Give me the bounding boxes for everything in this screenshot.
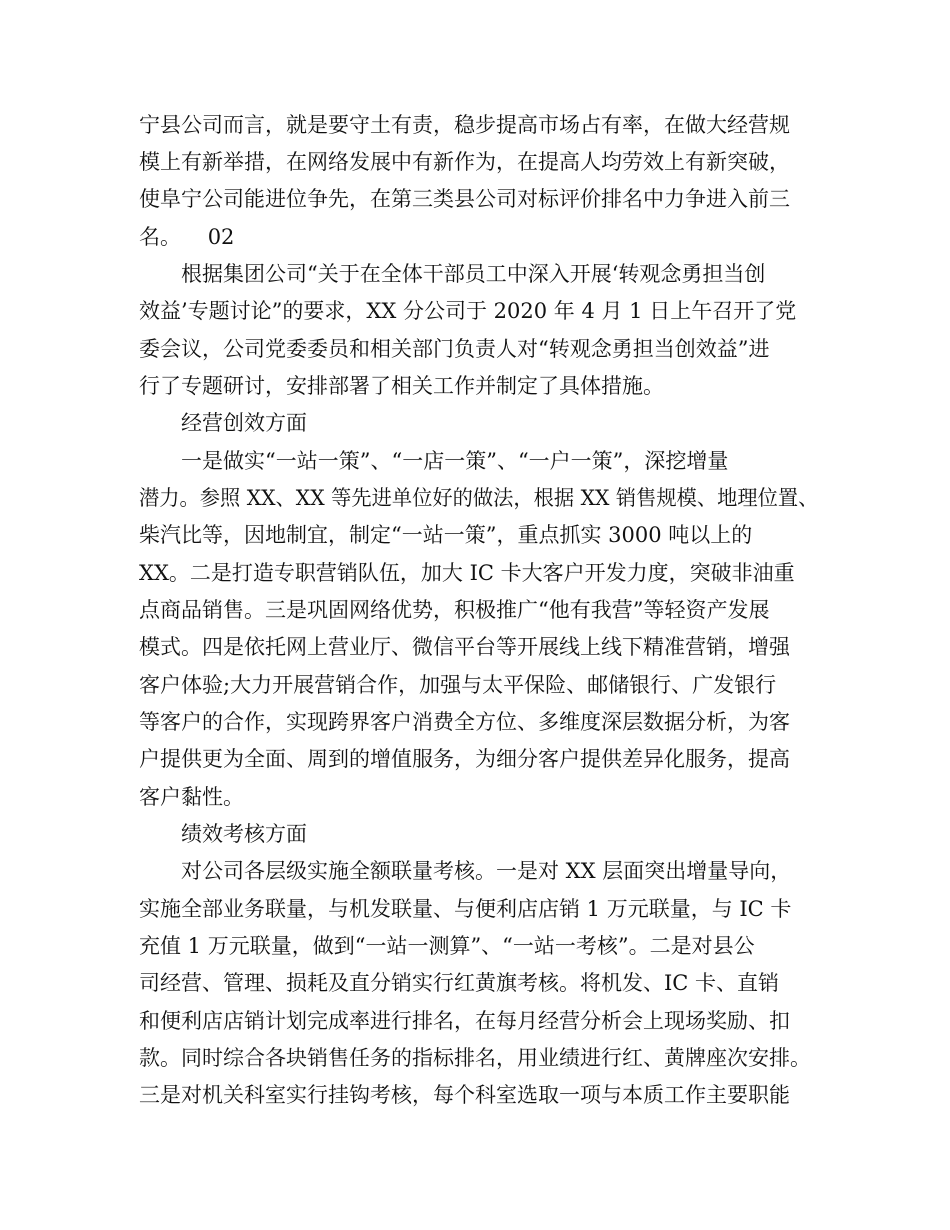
text-line-11: 潜力。参照 XX、XX 等先进单位好的做法，根据 XX 销售规模、地理位置、 bbox=[139, 486, 819, 510]
text-line-3: 使阜宁公司能进位争先，在第三类县公司对标评价排名中力争进入前三 bbox=[139, 187, 790, 211]
text-line-12: 柴汽比等，因地制宜，制定“一站一策”，重点抓实 3000 吨以上的 bbox=[139, 523, 753, 547]
text-line-19: 客户黏性。 bbox=[139, 785, 244, 809]
text-line-26: 款。同时综合各块销售任务的指标排名，用业绩进行红、黄牌座次安排。 bbox=[139, 1046, 811, 1070]
text-line-4: 名。 02 bbox=[139, 225, 235, 249]
section-heading-performance: 绩效考核方面 bbox=[181, 822, 307, 846]
text-line-14: 点商品销售。三是巩固网络优势，积极推广“他有我营”等轻资产发展 bbox=[139, 598, 770, 622]
text-line-10: 一是做实“一站一策”、“一店一策”、“一户一策”，深挖增量 bbox=[181, 449, 729, 473]
text-line-24: 司经营、管理、损耗及直分销实行红黄旗考核。将机发、IC 卡、直销 bbox=[139, 971, 780, 995]
text-line-6: 效益’专题讨论”的要求，XX 分公司于 2020 年 4 月 1 日上午召开了党 bbox=[139, 299, 797, 323]
text-line-22: 实施全部业务联量，与机发联量、与便利店店销 1 万元联量，与 IC 卡 bbox=[139, 897, 792, 921]
text-line-23: 充值 1 万元联量，做到“一站一测算”、“一站一考核”。二是对县公 bbox=[139, 934, 755, 958]
text-line-18: 户提供更为全面、周到的增值服务，为细分客户提供差异化服务，提高 bbox=[139, 747, 790, 771]
text-line-21: 对公司各层级实施全额联量考核。一是对 XX 层面突出增量导向， bbox=[181, 859, 792, 883]
text-line-15: 模式。四是依托网上营业厅、微信平台等开展线上线下精准营销，增强 bbox=[139, 635, 790, 659]
text-line-17: 等客户的合作，实现跨界客户消费全方位、多维度深层数据分析，为客 bbox=[139, 710, 790, 734]
text-line-7: 委会议，公司党委委员和相关部门负责人对“转观念勇担当创效益”进 bbox=[139, 337, 770, 361]
text-line-13: XX。二是打造专职营销队伍，加大 IC 卡大客户开发力度，突破非油重 bbox=[139, 561, 795, 585]
section-heading-business: 经营创效方面 bbox=[181, 411, 307, 435]
text-line-25: 和便利店店销计划完成率进行排名，在每月经营分析会上现场奖励、扣 bbox=[139, 1009, 790, 1033]
text-line-8: 行了专题研讨，安排部署了相关工作并制定了具体措施。 bbox=[139, 374, 664, 398]
text-line-5: 根据集团公司“关于在全体干部员工中深入开展‘转观念勇担当创 bbox=[181, 262, 766, 286]
text-line-16: 客户体验;大力开展营销合作，加强与太平保险、邮储银行、广发银行 bbox=[139, 673, 777, 697]
text-line-1: 宁县公司而言，就是要守土有责，稳步提高市场占有率，在做大经营规 bbox=[139, 113, 790, 137]
text-line-27: 三是对机关科室实行挂钩考核，每个科室选取一项与本质工作主要职能 bbox=[139, 1083, 790, 1107]
text-line-2: 模上有新举措，在网络发展中有新作为，在提高人均劳效上有新突破， bbox=[139, 150, 790, 174]
